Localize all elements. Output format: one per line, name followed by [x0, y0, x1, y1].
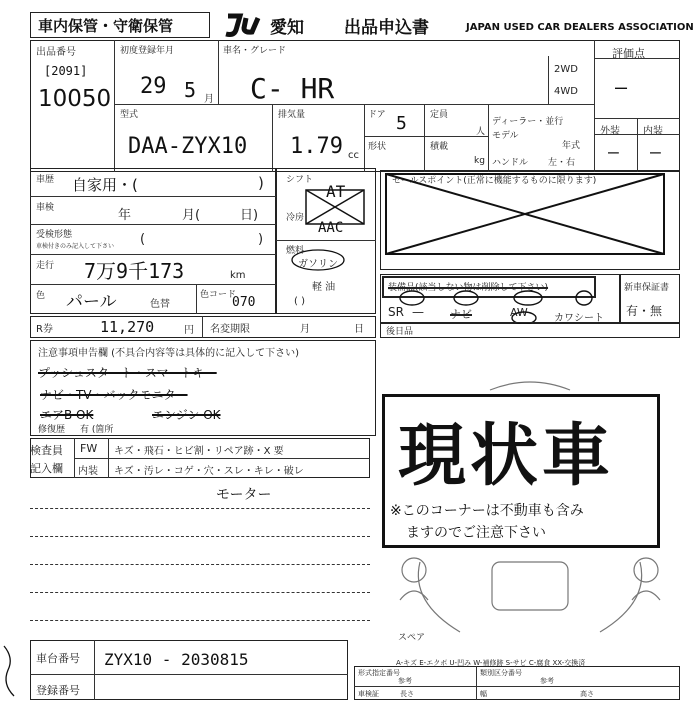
drive-4wd: 4WD: [554, 86, 578, 97]
divider: [30, 224, 276, 225]
mileage-value: 7万9千173: [84, 259, 185, 283]
cool-label: 冷房: [286, 213, 305, 223]
divider: [196, 284, 197, 314]
divider: [637, 118, 638, 172]
recycle-value: 11,270: [100, 318, 155, 336]
inspection-day: 日): [240, 208, 259, 223]
color-code: 070: [232, 295, 256, 310]
interior-value: —: [650, 142, 661, 163]
divider: [488, 104, 489, 172]
equipment-aw: AW: [510, 306, 528, 319]
fuel-light: 軽 油: [312, 282, 336, 293]
model-label: 車名・グレード: [223, 46, 287, 56]
recycle-frame: [30, 316, 376, 338]
region-name: 愛知: [270, 18, 304, 38]
rating-value: —: [615, 75, 628, 99]
handle-lr: 左・右: [548, 158, 576, 168]
recycle-label: R券: [36, 324, 53, 335]
margin-scribble: [0, 640, 28, 704]
divider: [114, 40, 115, 172]
inspector-note: モーター: [216, 487, 272, 503]
doors-label: ドア: [368, 110, 386, 120]
fuel-paren: ( ): [294, 296, 305, 307]
ruled-line: [30, 564, 370, 565]
divider: [218, 40, 219, 104]
rename-label: 名変期限: [210, 324, 250, 335]
length-label: 長さ: [400, 690, 414, 698]
equipment-kawa: カワシート: [554, 313, 604, 324]
registration-month-unit: 月: [204, 94, 214, 105]
form-title: 出品申込書: [344, 18, 429, 38]
divider: [30, 284, 276, 285]
width-label: 幅: [480, 690, 487, 698]
color-value: パール: [66, 292, 117, 312]
repair-frame: [380, 322, 680, 338]
cert-type-label: 形式指定番号: [358, 669, 400, 677]
divider: [114, 104, 594, 105]
divider: [94, 640, 95, 700]
exterior-value: —: [608, 142, 619, 163]
repair-history-label: 修復歴: [38, 425, 66, 435]
ju-logo: [222, 10, 272, 42]
fuel-gas: ガソリン: [298, 259, 338, 270]
repair-label: 後日品: [386, 327, 414, 337]
ruled-line: [30, 508, 370, 509]
shape-label: 形状: [368, 142, 387, 152]
warranty-open: (: [140, 232, 146, 247]
divider: [74, 458, 370, 459]
handle-label: ハンドル: [492, 158, 529, 168]
color-change-label: 色替: [150, 299, 170, 310]
reg-number-label: 登録番号: [36, 684, 80, 697]
divider: [30, 674, 348, 675]
repair-history-paren: 有 (箇所: [80, 425, 114, 435]
ruled-line: [30, 592, 370, 593]
association-name: JAPAN USED CAR DEALERS ASSOCIATION: [466, 22, 694, 33]
class-ref-label: 参考: [540, 677, 554, 685]
fuel-label: 燃料: [286, 246, 305, 256]
as-is-note-2: ますのでご注意下さい: [406, 525, 546, 541]
history-value: 自家用・(: [72, 176, 138, 194]
as-is-title: 現状車: [398, 417, 615, 496]
divider: [594, 58, 680, 59]
capacity-unit: 人: [476, 127, 486, 137]
registration-label: 初度登録年月: [120, 46, 175, 56]
displacement-label: 排気量: [278, 110, 306, 120]
displacement-value: 1.79: [290, 134, 343, 159]
fw-items: キズ・飛石・ヒビ割・リペア跡・X 要: [114, 446, 284, 457]
lot-label: 出品番号: [36, 47, 76, 58]
equipment-label: 装備品(該当しない物は削除して下さい): [388, 283, 549, 293]
divider: [594, 134, 680, 135]
selling-points-label: セールスポイント(正常に機能するものに限ります): [392, 176, 597, 186]
divider: [364, 136, 488, 137]
divider: [354, 686, 680, 687]
cool-aac: AAC: [318, 220, 344, 236]
car-diagram: [380, 372, 680, 646]
rename-day: 日: [354, 324, 364, 335]
shift-label: シフト: [286, 175, 314, 185]
notes-line2: ナビ・TV・バックモニター: [40, 388, 188, 402]
divider: [364, 104, 365, 172]
divider: [108, 438, 109, 478]
divider: [548, 56, 549, 104]
lot-sub: [2091]: [44, 64, 88, 78]
lot-number: 10050: [38, 86, 112, 112]
model-year-label: モデル: [492, 131, 519, 141]
divider: [424, 104, 425, 172]
divider: [594, 40, 595, 172]
ruled-line: [30, 536, 370, 537]
class-type-label: 類別区分番号: [480, 669, 522, 677]
inspection-label: 車検: [36, 203, 55, 213]
registration-month: 5: [184, 78, 197, 102]
shift-at: AT: [326, 182, 346, 201]
fw-label: FW: [80, 442, 98, 455]
equipment-dash: —: [412, 305, 424, 319]
warranty-sub: 車検付きのみ記入して下さい: [36, 243, 115, 250]
inspector-label-1: 検査員: [30, 444, 63, 457]
rating-label: 評価点: [612, 47, 645, 60]
dealer-label: ディーラー・並行: [492, 117, 564, 127]
warranty-label: 受検形態: [36, 230, 73, 240]
chassis-label: 車台番号: [36, 652, 80, 665]
equipment-navi: ナビ: [450, 308, 472, 321]
notes-line4: エンジン OK: [152, 408, 221, 422]
as-is-note-1: ※このコーナーは不動車も含み: [390, 503, 584, 519]
history-label: 車歴: [36, 175, 55, 185]
notes-line3: エアB OK: [40, 408, 94, 422]
mileage-label: 走行: [36, 261, 55, 271]
cert-ref-label: 参考: [398, 677, 412, 685]
color-code-label: 色コード: [200, 290, 237, 300]
warranty-close: ): [258, 232, 264, 247]
damage-legend: A-キズ E-エクボ U-凹み W-補修跡 S-サビ C-腐食 XX-交換済: [396, 659, 586, 667]
type-label: 型式: [120, 110, 139, 120]
equipment-sr: SR: [388, 305, 404, 319]
capacity-label: 定員: [430, 110, 449, 120]
year-label: 年式: [562, 141, 581, 151]
inspector-label-2: 記入欄: [30, 462, 63, 475]
ruled-line: [30, 620, 370, 621]
divider: [30, 196, 276, 197]
history-close: ): [258, 174, 264, 192]
in-label: 内装: [78, 466, 98, 477]
registration-year: 29: [140, 74, 167, 99]
divider: [476, 666, 477, 700]
recycle-unit: 円: [184, 325, 194, 336]
displacement-unit: cc: [348, 150, 359, 161]
load-label: 積載: [430, 142, 449, 152]
exterior-label: 外装: [600, 126, 620, 137]
divider: [276, 240, 376, 241]
drive-2wd: 2WD: [554, 64, 578, 75]
load-unit: kg: [474, 156, 485, 166]
inspection-year: 年: [118, 208, 132, 223]
selling-points-cross: [384, 172, 674, 262]
inspection-month: 月(: [182, 208, 201, 223]
rename-month: 月: [300, 324, 310, 335]
storage-type-label: 車内保管・守衛保管: [38, 17, 174, 35]
divider: [272, 104, 273, 172]
model-name: C- HR: [250, 72, 335, 105]
notes-label: 注意事項申告欄 (不具合内容等は具体的に記入して下さい): [38, 348, 299, 359]
color-label: 色: [36, 291, 46, 301]
type-value: DAA-ZYX10: [128, 134, 248, 159]
chassis-value: ZYX10 - 2030815: [104, 650, 249, 669]
divider: [202, 316, 203, 338]
guarantee-value: 有・無: [626, 304, 663, 318]
guarantee-label: 新車保証書: [624, 283, 670, 293]
height-label: 高さ: [580, 690, 594, 698]
mileage-unit: km: [230, 270, 246, 281]
interior-label: 内装: [643, 126, 663, 137]
car-proof-label: 車検証: [358, 690, 379, 698]
notes-line1: プッシュスタート・スマートキー: [38, 366, 217, 380]
spare-label: スペア: [398, 633, 426, 643]
doors-value: 5: [396, 113, 407, 134]
in-items: キズ・汚レ・コゲ・穴・スレ・キレ・破レ: [114, 466, 304, 477]
